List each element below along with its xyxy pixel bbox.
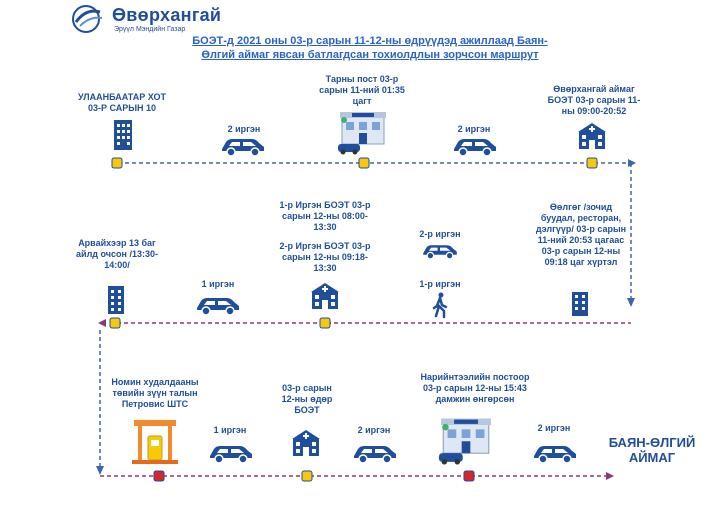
checkpoint-marker-yellow bbox=[358, 157, 370, 169]
label-nomin-petrovis: Номин худалдааны төвийн зүүн талын Петровис ШТС bbox=[111, 377, 199, 409]
page-title-line-2: Өлгий аймаг явсан батлагдсан тохиолдлын зорчсон маршрут bbox=[201, 49, 539, 61]
logo-subtitle: Эрүүл Мэндийн Газар bbox=[114, 26, 186, 33]
car-icon bbox=[206, 440, 256, 464]
checkpoint-marker-red bbox=[463, 470, 475, 482]
label-destination: БАЯН-ӨЛГИЙ АЙМАГ bbox=[608, 435, 696, 465]
car-icon bbox=[193, 292, 243, 316]
label-arvaikheer: Арвайхээр 13 баг айлд очсон /13:30- 14:00/ bbox=[76, 238, 158, 270]
count-row2-a: 1 иргэн bbox=[201, 279, 235, 289]
route-row2-arrow bbox=[98, 319, 106, 327]
label-ulaanbaatar: УЛААНБААТАР ХОТ 03-Р САРЫН 10 bbox=[78, 92, 166, 113]
label-uvurkhangai-boet: Өвөрхангай аймаг БОЭТ 03-р сарын 11- ны 09:00-20:52 bbox=[547, 84, 641, 116]
hospital-icon bbox=[309, 282, 341, 310]
car-icon bbox=[420, 240, 460, 260]
police-post-icon bbox=[436, 412, 496, 464]
police-post-icon bbox=[338, 106, 388, 154]
count-row1-b: 2 иргэн bbox=[457, 124, 491, 134]
count-row2-walk: 1-р иргэн bbox=[419, 279, 461, 289]
checkpoint-marker-yellow bbox=[111, 157, 123, 169]
route-down-right-arrow bbox=[627, 298, 635, 307]
checkpoint-marker-yellow bbox=[109, 317, 121, 329]
car-icon bbox=[450, 133, 500, 157]
car-icon bbox=[530, 440, 580, 464]
count-row3-b: 2 иргэн bbox=[357, 425, 391, 435]
count-row3-c: 2 иргэн bbox=[537, 423, 571, 433]
count-row3-a: 1 иргэн bbox=[213, 425, 247, 435]
hospital-icon bbox=[576, 122, 608, 150]
page-title-line-1: БОЭТ-д 2021 оны 03-р сарын 11-12-ны өдрүүдэд ажиллаад Баян- bbox=[192, 35, 548, 47]
label-boet-citizen2: 2-р Иргэн БОЭТ 03-р сарын 12-ны 09:18- 13:30 bbox=[279, 241, 371, 273]
car-icon bbox=[350, 440, 400, 464]
building-icon bbox=[570, 290, 590, 316]
hospital-icon bbox=[290, 428, 322, 458]
label-boet-citizen1: 1-р Иргэн БОЭТ 03-р сарын 12-ны 08:00- 13:30 bbox=[279, 200, 371, 232]
count-row2-car: 2-р иргэн bbox=[419, 229, 461, 239]
label-row3-boet: 03-р сарын 12-ны өдөр БОЭТ bbox=[281, 383, 333, 415]
checkpoint-marker-yellow bbox=[586, 157, 598, 169]
label-uugii: Өөлгөг /зочид буудал, ресторан, дэлгүүр/ 03-р сарын 11-ний 20:53 цагаас 03-р сарын 12-ны 09:18 цаг хүртэл bbox=[535, 202, 627, 267]
checkpoint-marker-yellow bbox=[319, 317, 331, 329]
count-row1-a: 2 иргэн bbox=[227, 124, 261, 134]
building-icon bbox=[106, 284, 126, 314]
route-row3-arrow bbox=[606, 472, 614, 480]
checkpoint-marker-yellow bbox=[301, 470, 313, 482]
logo-title: Өвөрхангай bbox=[112, 5, 222, 25]
gas-station-icon bbox=[132, 418, 178, 464]
route-row1-arrow bbox=[628, 159, 636, 167]
checkpoint-marker-red bbox=[153, 470, 165, 482]
route-down-left-arrow bbox=[96, 466, 104, 475]
label-nariin-teel-post: Нарийнтээлийн постоор 03-р сарын 12-ны 15:43 дамжин өнгөрсөн bbox=[420, 372, 530, 404]
label-tarni-post: Тарны пост 03-р сарын 11-ний 01:35 цагт bbox=[319, 74, 405, 106]
building-icon bbox=[112, 118, 134, 150]
car-icon bbox=[218, 133, 268, 157]
walking-person-icon bbox=[430, 292, 450, 318]
